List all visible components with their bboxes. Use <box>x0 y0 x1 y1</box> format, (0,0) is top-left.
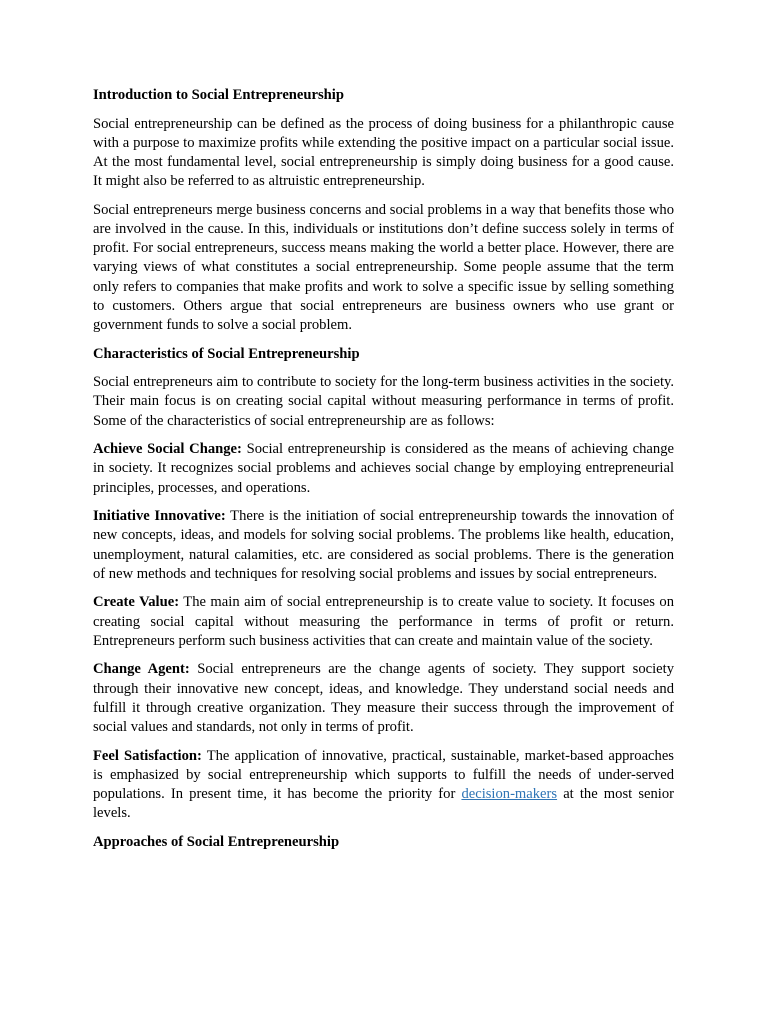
characteristic-term: Initiative Innovative: <box>93 508 226 525</box>
heading-approaches: Approaches of Social Entrepreneurship <box>93 833 340 850</box>
decision-makers-link[interactable]: decision-makers <box>461 786 558 803</box>
heading-characteristics: Characteristics of Social Entrepreneurship <box>93 345 360 362</box>
characteristic-text: Social entrepreneurs are the change agents of society. They support society through their innovative new concept, ideas, and knowledge. They understand social needs and fulfill it through creative organization. They measure their success through the improvement of social values and standards, not only in terms of profit. <box>93 661 674 736</box>
characteristic-initiative-innovative <box>93 507 674 584</box>
characteristic-text: Social entrepreneurship is considered as the means of achieving change in society. It recognizes social problems and achieves social change by employing entrepreneurial principles, processes, and operations. <box>93 441 674 496</box>
intro-paragraph-1: Social entrepreneurship can be defined as the process of doing business for a philanthropic cause with a purpose to maximize profits while extending the positive impact on a particular social issue. At the most fundamental level, social entrepreneurship is simply doing business for a good cause. It might also be referred to as altruistic entrepreneurship. <box>93 115 674 190</box>
characteristic-achieve-social-change <box>93 440 674 498</box>
characteristic-term: Achieve Social Change: <box>93 441 242 458</box>
characteristic-feel-satisfaction <box>93 747 674 824</box>
characteristic-create-value <box>93 593 674 651</box>
heading-introduction: Introduction to Social Entrepreneurship <box>93 87 344 103</box>
characteristic-term: Feel Satisfaction: <box>93 747 202 764</box>
characteristic-change-agent <box>93 660 674 737</box>
intro-paragraph-2: Social entrepreneurs merge business concerns and social problems in a way that benefits those who are involved in the cause. In this, individuals or institutions don’t define success solely in terms of profit. For social entrepreneurs, success means making the world a better place. However, there are varying views of what constitutes a social entrepreneurship. Some people assume that the term only refers to companies that make profits and work to solve a specific issue by selling something to customers. Others argue that social entrepreneurs are business owners who use grant or government funds to solve a social problem. <box>93 201 674 334</box>
characteristic-text-after-link: at the most senior levels. <box>93 786 674 822</box>
document-page <box>93 86 674 861</box>
characteristic-text: The main aim of social entrepreneurship is to create value to society. It focuses on creating social capital without measuring the performance in terms of profit or return. Entrepreneurs perform such business activities that can create and maintain value of the society. <box>93 594 674 649</box>
characteristics-intro-paragraph: Social entrepreneurs aim to contribute to society for the long-term business activities in the society. Their main focus is on creating social capital without measuring performance in terms of profit. Some of the characteristics of social entrepreneurship are as follows: <box>93 374 674 429</box>
characteristic-term: Create Value: <box>93 594 180 611</box>
characteristic-text: The application of innovative, practical, sustainable, market-based approaches is emphasized by social entrepreneurship which supports to fulfill the needs of under-served populations. In present time, it has become the priority for <box>93 747 674 803</box>
characteristic-text: There is the initiation of social entrepreneurship towards the innovation of new concepts, ideas, and models for solving social problems. The problems like health, education, unemployment, natural calamities, etc. are considered as social problems. There is the generation of new methods and techniques for resolving social problems and issues by social entrepreneurs. <box>93 508 675 582</box>
characteristic-term: Change Agent: <box>93 661 190 678</box>
